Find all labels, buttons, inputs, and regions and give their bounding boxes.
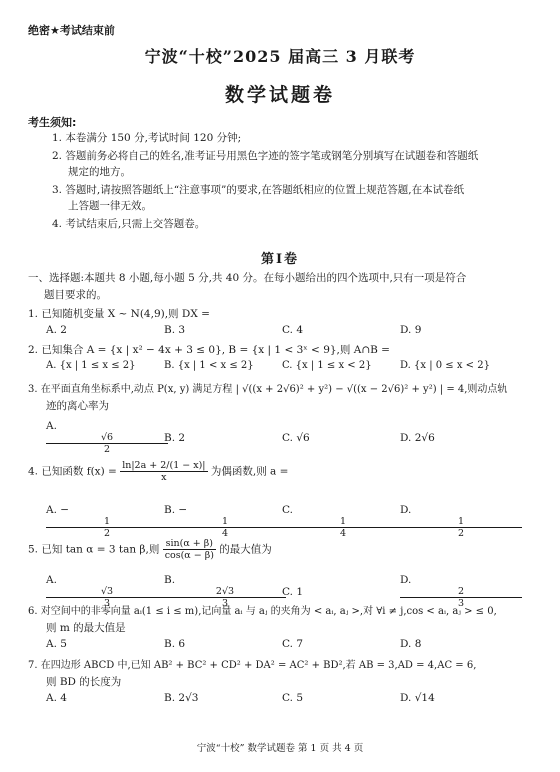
section-line: 题目要求的。 [44,289,107,301]
question-6-stem: 则 m 的最大值是 [46,622,126,634]
exam-title: 宁波“十校”2025 届高三 3 月联考 [144,47,416,66]
option: C. 5 [282,692,304,704]
fraction: $\frac{√6}{2}$ [46,432,164,455]
option: D. 9 [400,324,422,336]
option: B. − $\frac{1}{4}$ [164,504,282,539]
notice-item: 1. 本卷满分 150 分,考试时间 120 分钟; [52,132,242,144]
option: B. {x | 1 < x ≤ 2} [164,360,254,371]
option: C. 1 [282,585,304,598]
question-2-options [46,360,536,371]
question-6-stem: 6. 对空间中的非零向量 aᵢ(1 ≤ i ≤ m),记向量 aᵢ 与 aⱼ 的夹角为 < aᵢ, aⱼ >,对 ∀i ≠ j,cos < aᵢ, aⱼ > ≤ 0, [28,606,497,617]
question-7-stem: 则 BD 的长度为 [46,676,122,688]
question-4-options [46,504,536,539]
option: C. $\frac{1}{4}$ [282,504,400,539]
question-3-stem: 迹的离心率为 [46,400,109,412]
question-1-stem: 1. 已知随机变量 X ~ N(4,9),则 DX = [28,308,210,320]
question-4-stem: 4. 已知函数 f(x) = $\frac{\ln|2a + 2/(1 - x)|}{x}$ 为偶函数,则 a = [28,460,289,483]
page-footer: 宁波“十校” 数学试题卷 第 1 页 共 4 页 [196,743,364,754]
question-6-options [46,638,536,650]
volume-heading: 第Ⅰ卷 [260,252,300,267]
notice-item: 3. 答题时,请按照答题纸上“注意事项”的要求,在答题纸相应的位置上规范答题,在本试卷纸 [52,184,465,196]
option: B. $\frac{2√3}{3}$ [164,574,282,609]
question-2-stem: 2. 已知集合 A = {x | x² − 4x + 3 ≤ 0}, B = {x | 1 < 3ˣ < 9},则 A∩B = [28,344,390,356]
option: A. $\frac{√6}{2}$ [46,420,164,455]
question-1-options [46,324,536,336]
notice-item: 2. 答题前务必将自己的姓名,准考证号用黑色字迹的签字笔或钢笔分别填写在试题卷和答题纸 [52,150,479,162]
option: A. {x | 1 ≤ x ≤ 2} [46,360,136,371]
option: A. $\frac{√3}{3}$ [46,574,164,609]
option: D. $\frac{2}{3}$ [400,574,518,609]
option: B. 6 [164,638,186,650]
option: C. {x | 1 ≤ x < 2} [282,360,372,371]
paper-subtitle: 数学试题卷 [224,84,335,106]
option: C. √6 [282,431,310,444]
option: A. 4 [46,692,67,704]
option: A. − $\frac{1}{2}$ [46,504,164,539]
confidential-label: 绝密★考试结束前 [28,24,115,37]
section-instructions [28,270,538,304]
notice-item: 4. 考试结束后,只需上交答题卷。 [52,218,206,230]
notice-item: 规定的地方。 [68,166,131,178]
option: D. $\frac{1}{2}$ [400,504,518,539]
question-3-options [46,420,536,455]
option: D. {x | 0 ≤ x < 2} [400,360,490,371]
option: B. 2 [164,431,186,444]
option: A. 2 [46,324,67,336]
option: D. √14 [400,692,435,704]
option: D. 2√6 [400,431,435,444]
question-7-options [46,692,536,704]
notice-item: 上答题一律无效。 [68,200,152,212]
option: B. 3 [164,324,186,336]
fraction: $\frac{\sin(\alpha + \beta)}{\cos(\alpha - \beta)}$ [164,538,214,561]
section-line: 一、选择题:本题共 8 小题,每小题 5 分,共 40 分。在每小题给出的四个选项中,只有一项是符合 [28,272,467,284]
option: A. 5 [46,638,67,650]
question-5-stem: 5. 已知 tan α = 3 tan β,则 $\frac{\sin(\alpha + \beta)}{\cos(\alpha - \beta)}$ 的最大值为 [28,538,272,561]
option: C. 4 [282,324,304,336]
notice-heading: 考生须知: [28,116,77,129]
question-7-stem: 7. 在四边形 ABCD 中,已知 AB² + BC² + CD² + DA² = AC² + BD²,若 AB = 3,AD = 4,AC = 6, [28,660,477,671]
question-3-stem: 3. 在平面直角坐标系中,动点 P(x, y) 满足方程 | √((x + 2√6)² + y²) − √((x − 2√6)² + y²) | = 4,则动点轨 [28,384,508,395]
option: D. 8 [400,638,422,650]
fraction: $\frac{\ln|2a + 2/(1 - x)|}{x}$ [122,460,206,483]
option: C. 7 [282,638,304,650]
option: B. 2√3 [164,692,199,704]
